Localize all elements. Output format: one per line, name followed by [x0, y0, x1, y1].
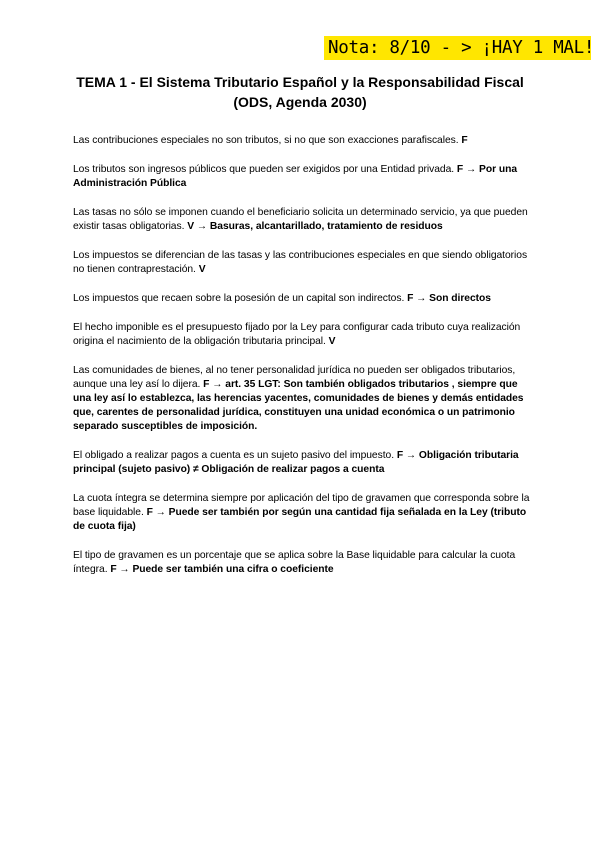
- statement-answer: V: [198, 264, 206, 276]
- statement-text: Las comunidades de bienes, al no tener personalidad jurídica no pueden ser obligados tributarios, aunque una ley así lo dijera.: [73, 365, 516, 391]
- statement-item: [73, 492, 535, 534]
- statement-item: [73, 549, 535, 577]
- statement-text: El hecho imponible es el presupuesto fijado por la Ley para configurar cada tributo cuya realización origina el nacimiento de la obligación tributaria principal.: [73, 322, 521, 348]
- statement-text: Las contribuciones especiales no son tributos, si no que son exacciones parafiscales.: [73, 135, 459, 147]
- statement-item: [73, 206, 535, 234]
- statement-item: [73, 321, 535, 349]
- statement-item: [73, 249, 535, 277]
- statement-answer: F → Son directos: [407, 293, 491, 305]
- statement-text: El tipo de gravamen es un porcentaje que se aplica sobre la Base liquidable para calcular la cuota íntegra.: [73, 550, 516, 576]
- statement-answer: F → art. 35 LGT: Son también obligados tributarios , siempre que una ley así lo establezca, las herencias yacentes, comunidades de bienes y demás entidades que, carentes de personalidad jurídica, constituyen una unidad económica o un patrimonio separado susceptibles de imposición.: [73, 379, 524, 433]
- statement-answer: F: [461, 135, 468, 147]
- statement-text: La cuota íntegra se determina siempre por aplicación del tipo de gravamen que corresponda sobre la base liquidable.: [73, 493, 530, 519]
- statement-item: [73, 134, 535, 148]
- statement-answer: F → Puede ser también por según una cantidad fija señalada en la Ley (tributo de cuota fija): [73, 507, 527, 533]
- statement-answer: F → Obligación tributaria principal (sujeto pasivo) ≠ Obligación de realizar pagos a cuenta: [73, 450, 519, 476]
- title-line-2: (ODS, Agenda 2030): [233, 94, 367, 110]
- statement-answer: V: [328, 336, 336, 348]
- title-line-1: TEMA 1 - El Sistema Tributario Español y la Responsabilidad Fiscal: [76, 74, 524, 90]
- statement-answer: V → Basuras, alcantarillado, tratamiento de residuos: [187, 221, 443, 233]
- statement-item: [73, 292, 535, 306]
- statement-text: Los impuestos se diferencian de las tasas y las contribuciones especiales en que siendo obligatorios no tienen contraprestación.: [73, 250, 528, 276]
- statement-item: [73, 364, 535, 434]
- document-title: [60, 72, 540, 112]
- statement-item: [73, 163, 535, 191]
- statement-answer: F → Puede ser también una cifra o coeficiente: [110, 564, 334, 576]
- statement-text: Los tributos son ingresos públicos que pueden ser exigidos por una Entidad privada.: [73, 164, 455, 176]
- statement-item: [73, 449, 535, 477]
- statement-text: Los impuestos que recaen sobre la posesión de un capital son indirectos.: [73, 293, 405, 305]
- statement-text: Las tasas no sólo se imponen cuando el beneficiario solicita un determinado servicio, ya que pueden existir tasas obligatorias.: [73, 207, 528, 233]
- grade-note: Nota: 8/10 - > ¡HAY 1 MAL!: [324, 36, 591, 60]
- statement-answer: F → Por una Administración Pública: [73, 164, 517, 190]
- statement-list: [73, 124, 535, 592]
- statement-text: El obligado a realizar pagos a cuenta es un sujeto pasivo del impuesto.: [73, 450, 395, 462]
